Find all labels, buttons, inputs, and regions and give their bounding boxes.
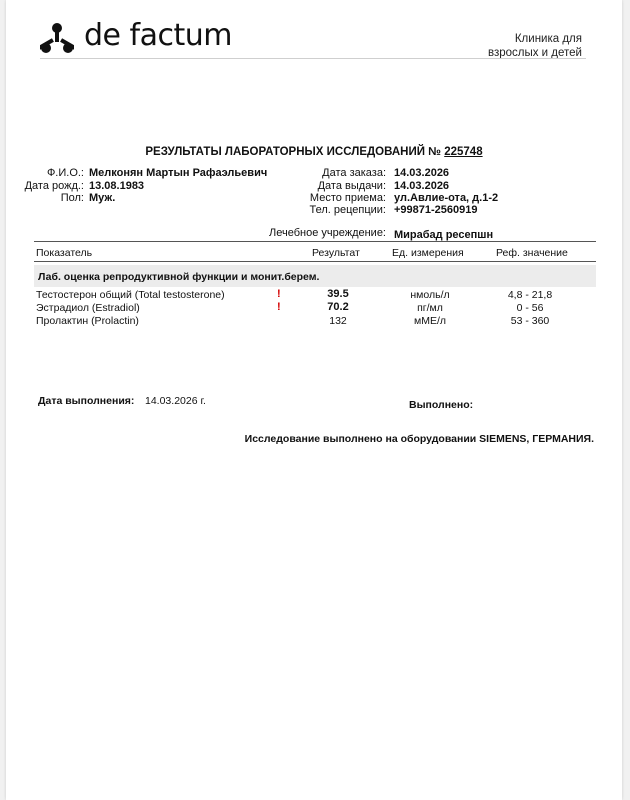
name-label: Ф.И.О.: <box>46 167 84 179</box>
report-number: 225748 <box>444 146 483 158</box>
header-divider <box>40 58 586 59</box>
logo-text: de factum <box>84 18 232 53</box>
sex-label: Пол: <box>60 192 84 204</box>
phone-value: +99871-2560919 <box>394 204 478 216</box>
row-2-result: 70.2 <box>327 301 349 313</box>
completion-date: 14.03.2026 г. <box>145 395 206 407</box>
row-1-ref: 4,8 - 21,8 <box>507 289 553 301</box>
section-title: Лаб. оценка репродуктивной функции и монит.берем. <box>38 271 320 283</box>
clinic-tagline <box>442 32 582 60</box>
col-header-ref: Реф. значение <box>496 247 568 259</box>
clinic-tagline-line2: взрослых и детей <box>487 47 582 59</box>
row-2-unit: пг/мл <box>417 302 443 314</box>
facility-value: Мирабад ресепшн <box>394 229 494 241</box>
row-1-unit: нмоль/л <box>410 289 450 301</box>
facility-label: Лечебное учреждение: <box>269 227 386 239</box>
table-top-rule <box>34 241 596 242</box>
col-header-result: Результат <box>312 247 360 259</box>
row-1-abnormal-flag: ! <box>277 288 281 300</box>
row-2-abnormal-flag: ! <box>277 301 281 313</box>
row-2-ref: 0 - 56 <box>516 302 544 314</box>
row-2-name: Эстрадиол (Estradiol) <box>36 302 140 314</box>
report-title <box>6 146 622 158</box>
place-value: ул.Авлие-ота, д.1-2 <box>394 192 499 204</box>
row-3-ref: 53 - 360 <box>510 315 550 327</box>
col-header-indicator: Показатель <box>36 247 93 259</box>
order-date: 14.03.2026 <box>394 167 450 179</box>
completion-label: Дата выполнения: <box>38 395 135 407</box>
section-header <box>34 265 596 287</box>
issue-date: 14.03.2026 <box>394 180 450 192</box>
report-page <box>6 0 622 800</box>
dob-label: Дата рожд.: <box>24 180 84 192</box>
place-label: Место приема: <box>309 192 386 204</box>
phone-label: Тел. рецепции: <box>309 204 386 216</box>
row-3-name: Пролактин (Prolactin) <box>36 315 139 327</box>
logo-molecule-icon <box>40 22 74 56</box>
patient-sex: Муж. <box>89 192 116 204</box>
order-date-label: Дата заказа: <box>322 167 386 179</box>
done-label: Выполнено: <box>409 399 474 411</box>
equipment-note: Исследование выполнено на оборудовании SIEMENS, ГЕРМАНИЯ. <box>244 433 594 445</box>
row-3-result: 132 <box>329 315 347 327</box>
row-3-unit: мМЕ/л <box>413 315 446 327</box>
col-header-unit: Ед. измерения <box>392 247 464 259</box>
table-header-rule <box>34 261 596 262</box>
patient-dob: 13.08.1983 <box>89 180 145 192</box>
patient-name: Мелконян Мартын Рафаэльевич <box>89 167 268 179</box>
clinic-tagline-line1: Клиника для <box>514 33 582 45</box>
row-1-name: Тестостерон общий (Total testosterone) <box>36 289 225 301</box>
row-1-result: 39.5 <box>327 288 349 300</box>
issue-date-label: Дата выдачи: <box>317 180 386 192</box>
report-title-text: РЕЗУЛЬТАТЫ ЛАБОРАТОРНЫХ ИССЛЕДОВАНИЙ № <box>145 146 442 158</box>
